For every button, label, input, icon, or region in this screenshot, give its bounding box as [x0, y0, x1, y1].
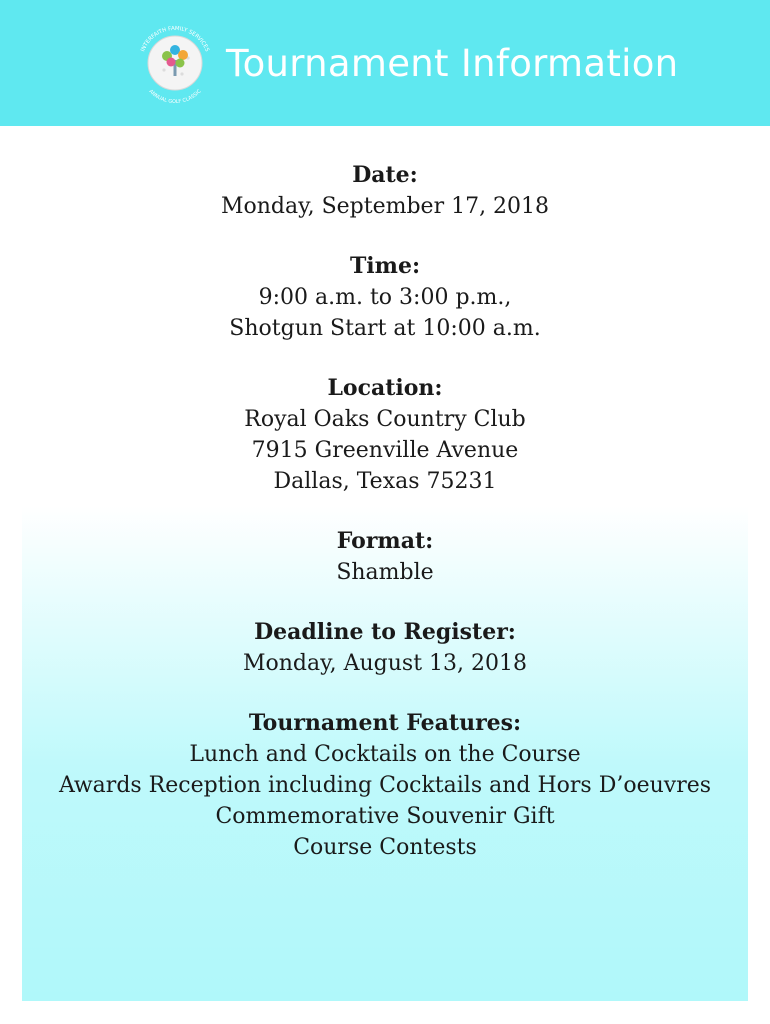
features-label: Tournament Features: — [248, 710, 522, 736]
date-value: Monday, September 17, 2018 — [220, 194, 550, 219]
page-title: Tournament Information — [226, 42, 679, 85]
logo-ring-text-top: INTERFAITH FAMILY SERVICES — [140, 25, 210, 53]
date-section — [0, 160, 770, 222]
deadline-value: Monday, August 13, 2018 — [242, 651, 528, 676]
shotgun-start: Shotgun Start at 10:00 a.m. — [229, 316, 541, 341]
feature-item: Commemorative Souvenir Gift — [215, 804, 555, 829]
tournament-details — [0, 160, 770, 892]
time-section — [0, 251, 770, 344]
golf-ball-tree-logo-icon — [130, 18, 220, 108]
location-section — [0, 373, 770, 497]
street-address: 7915 Greenville Avenue — [251, 438, 519, 463]
feature-item: Awards Reception including Cocktails and Hors D’oeuvres — [58, 773, 712, 798]
features-section — [0, 708, 770, 863]
deadline-label: Deadline to Register: — [254, 619, 516, 645]
location-label: Location: — [327, 375, 443, 401]
feature-item: Lunch and Cocktails on the Course — [189, 742, 581, 767]
svg-text:ANNUAL GOLF CLASSIC — [147, 88, 202, 105]
time-label: Time: — [349, 253, 421, 279]
format-label: Format: — [336, 528, 434, 554]
deadline-section — [0, 617, 770, 679]
city-state-zip: Dallas, Texas 75231 — [273, 469, 497, 494]
time-range: 9:00 a.m. to 3:00 p.m., — [258, 285, 512, 310]
format-section — [0, 526, 770, 588]
date-label: Date: — [352, 162, 418, 188]
format-value: Shamble — [336, 560, 434, 585]
venue-name: Royal Oaks Country Club — [244, 407, 526, 432]
logo-ring-text-bottom: ANNUAL GOLF CLASSIC — [147, 88, 203, 106]
feature-item: Course Contests — [293, 835, 477, 860]
